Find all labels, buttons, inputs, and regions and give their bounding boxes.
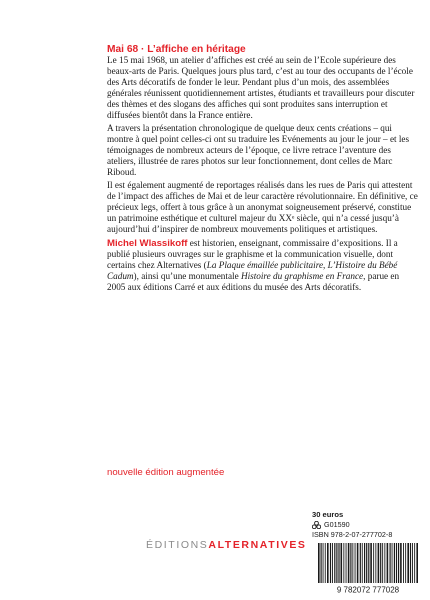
book-title-1: La Plaque émaillée publicitaire <box>206 260 324 270</box>
new-edition-label: nouvelle édition augmentée <box>107 467 225 478</box>
bio-text-mid: ), ainsi qu’une monumentale <box>133 271 241 281</box>
paragraph-2: A travers la présentation chronologique de quelque deux cents créations – qui montre à quel point celles-ci ont su traduire les Evénements au jour le jour – et les témoignages de nombreux acteurs de l’époque, ce livre retrace l’aventure des ateliers, illustrée de rares photos sur leur fonctionnement, dont celles de Marc Riboud. <box>107 123 410 177</box>
price-block <box>312 510 424 540</box>
book-title-3: Histoire du graphisme en France <box>240 271 364 281</box>
bio-separator: , <box>323 260 328 270</box>
section-heading: Mai 68 · L’affiche en héritage <box>107 44 246 55</box>
three-circles-icon <box>312 521 321 529</box>
barcode-digits: 9 782072 777028 <box>336 585 400 594</box>
blurb <box>107 44 419 295</box>
author-intro: est historien, enseignant, commissaire d’expositions. <box>187 238 384 248</box>
paragraph-3: Il est également augmenté de reportages réalisés dans les rues de Paris qui attestent de l’impact des affiches de Mai et de leur caractère révolutionnaire. En définitive, ce précieux legs, offert à tous grâce à un anonymat soigneusement préservé, constitue un patrimoine esthétique et culturel majeur du XXᵉ siècle, qui n’a cessé jusqu’à aujourd’hui d’inspirer de nombreux mouvements politiques et artistiques. <box>107 180 418 234</box>
barcode <box>312 541 424 594</box>
author-name: Michel Wlassikoff <box>107 238 188 249</box>
publisher-logo <box>146 539 307 551</box>
product-code-row <box>312 520 424 530</box>
bio-text-start: Il a publié plusieurs ouvrages sur le graphisme et la communication visuelle, dont certains chez Alternatives ( <box>107 238 398 270</box>
author-bio <box>107 238 419 293</box>
isbn: ISBN 978-2-07-277702-8 <box>312 530 393 539</box>
book-title-2: L’Histoire du Bébé Cadum <box>107 260 398 281</box>
product-code: G01590 <box>324 520 350 529</box>
price: 30 euros <box>312 510 344 519</box>
paragraph-1: Le 15 mai 1968, un atelier d’affiches est créé au sein de l’Ecole supérieure des beaux-arts de Paris. Quelques jours plus tard, c’est au tour des occupants de l’école des Arts décoratifs de fonder le leur. Pendant plus d’un mois, des assemblées générales réunissent quotidiennement artistes, étudiants et travailleurs pour discuter des thèmes et des slogans des affiches qui sont produites sans interruption et diffusées bientôt dans la France entière. <box>107 55 415 120</box>
publisher-prefix: ÉDITIONS <box>146 539 209 551</box>
publisher-name: ALTERNATIVES <box>208 539 307 551</box>
bio-text-end: , parue en 2005 aux éditions Carré et aux éditions du musée des Arts décoratifs. <box>107 271 400 292</box>
barcode-graphic <box>312 541 424 594</box>
